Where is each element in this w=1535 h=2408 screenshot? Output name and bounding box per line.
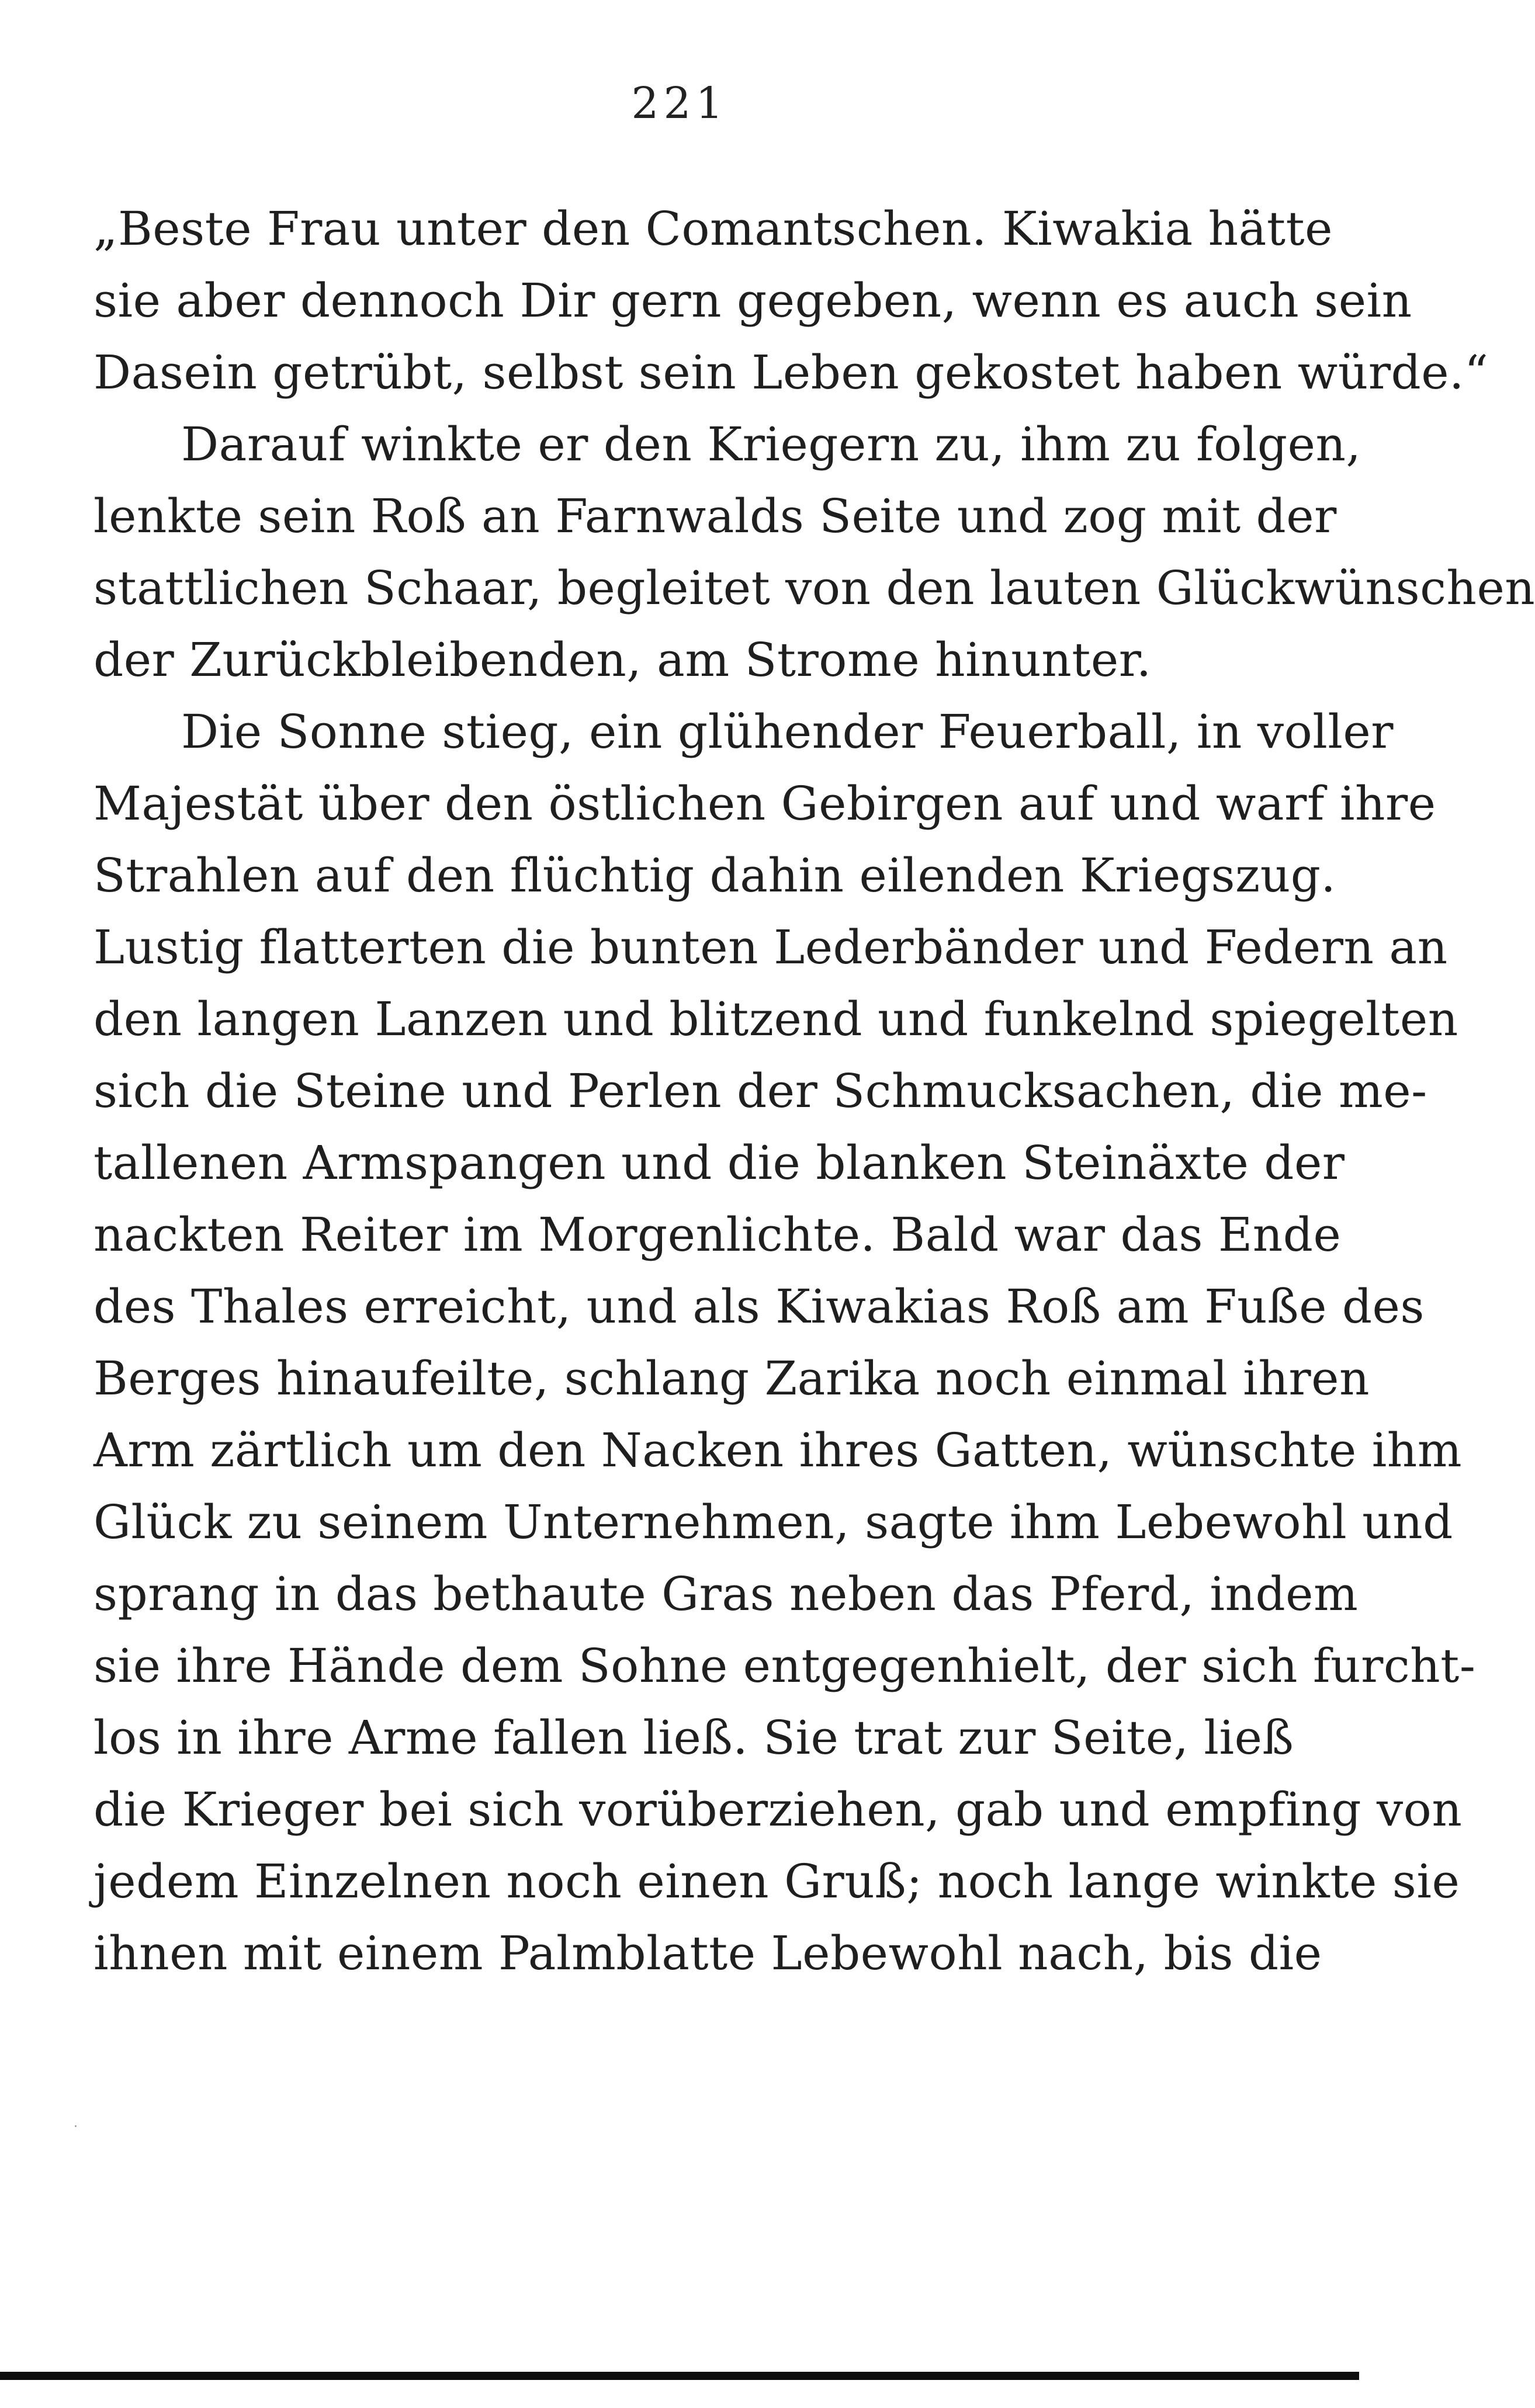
text-line: der Zurückbleibenden, am Strome hinunter. bbox=[93, 633, 1152, 687]
text-line: lenkte sein Roß an Farnwalds Seite und zog mit der bbox=[93, 489, 1337, 543]
text-line: des Thales erreicht, und als Kiwakias Roß am Fuße des bbox=[93, 1279, 1425, 1334]
text-line: tallenen Armspangen und die blanken Steinäxte der bbox=[93, 1136, 1345, 1190]
bottom-rule bbox=[0, 2372, 1359, 2380]
text-line: nackten Reiter im Morgenlichte. Bald war das Ende bbox=[93, 1208, 1342, 1262]
text-line: „Beste Frau unter den Comantschen. Kiwakia hätte bbox=[93, 202, 1333, 256]
body-text bbox=[93, 193, 1535, 1989]
text-line: Arm zärtlich um den Nacken ihres Gatten, wünschte ihm bbox=[93, 1423, 1463, 1477]
text-line: sie ihre Hände dem Sohne entgegenhielt, der sich furcht- bbox=[93, 1639, 1476, 1693]
text-line: sie aber dennoch Dir gern gegeben, wenn es auch sein bbox=[93, 273, 1412, 328]
text-line: ihnen mit einem Palmblatte Lebewohl nach, bis die bbox=[93, 1926, 1322, 1980]
text-line: los in ihre Arme fallen ließ. Sie trat zur Seite, ließ bbox=[93, 1710, 1294, 1765]
text-line: Dasein getrübt, selbst sein Leben gekostet haben würde.“ bbox=[93, 345, 1489, 400]
text-line: Lustig flatterten die bunten Lederbänder und Federn an bbox=[93, 920, 1448, 974]
text-line: Darauf winkte er den Kriegern zu, ihm zu folgen, bbox=[181, 417, 1361, 471]
text-line: die Krieger bei sich vorüberziehen, gab und empfing von bbox=[93, 1782, 1463, 1837]
text-line: den langen Lanzen und blitzend und funkelnd spiegelten bbox=[93, 992, 1458, 1046]
text-line: Die Sonne stieg, ein glühender Feuerball, in voller bbox=[181, 705, 1394, 759]
text-line: Majestät über den östlichen Gebirgen auf und warf ihre bbox=[93, 776, 1436, 831]
text-line: jedem Einzelnen noch einen Gruß; noch lange winkte sie bbox=[93, 1854, 1460, 1909]
page-number: 221 bbox=[631, 78, 728, 129]
paper-speck bbox=[75, 2125, 77, 2127]
text-line: sich die Steine und Perlen der Schmucksachen, die me- bbox=[93, 1064, 1427, 1118]
text-line: Berges hinaufeilte, schlang Zarika noch einmal ihren bbox=[93, 1351, 1370, 1406]
text-line: stattlichen Schaar, begleitet von den lauten Glückwünschen bbox=[93, 561, 1535, 615]
text-line: Strahlen auf den flüchtig dahin eilenden Kriegszug. bbox=[93, 848, 1336, 903]
text-line: Glück zu seinem Unternehmen, sagte ihm Lebewohl und bbox=[93, 1495, 1453, 1549]
text-line: sprang in das bethaute Gras neben das Pferd, indem bbox=[93, 1567, 1359, 1621]
